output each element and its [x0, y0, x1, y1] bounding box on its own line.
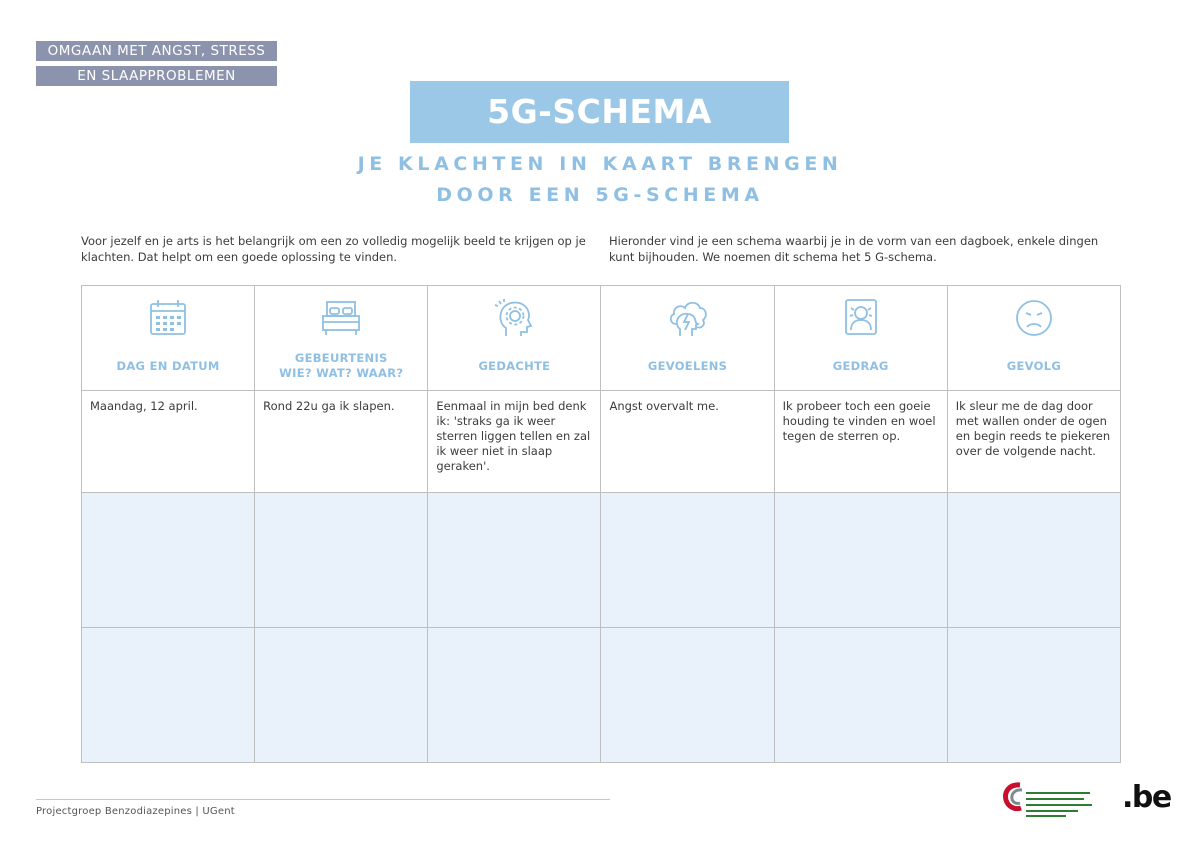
column-header-dag-en-datum: [82, 286, 255, 391]
example-cell-gevolg: Ik sleur me de dag door met wallen onder de ogen en begin reeds te piekeren over de volgende nacht.: [947, 391, 1120, 493]
footer-credit: Projectgroep Benzodiazepines | UGent: [36, 806, 235, 817]
column-label: GEDACHTE: [478, 358, 551, 373]
empty-row-1: [82, 493, 1121, 628]
cloud-lightning-icon: [666, 296, 710, 340]
column-label: GEVOELENS: [647, 358, 728, 373]
head-gear-icon: [492, 296, 536, 340]
page-title: 5G-SCHEMA: [410, 81, 789, 143]
subtitle-line2: DOOR EEN 5G-SCHEMA: [436, 184, 764, 206]
empty-cell[interactable]: [428, 493, 601, 628]
be-logo: .be: [1122, 780, 1171, 815]
example-cell-gebeurtenis: Rond 22u ga ik slapen.: [255, 391, 428, 493]
intro-right-text: Hieronder vind je een schema waarbij je in de vorm van een dagboek, enkele dingen kunt bijhouden. We noemen dit schema het 5 G-schema.: [609, 234, 1099, 264]
column-header-gevolg: [947, 286, 1120, 391]
column-label: GEVOLG: [1006, 358, 1062, 373]
subtitle-line1: JE KLACHTEN IN KAART BRENGEN: [357, 153, 843, 175]
person-in-bed-icon: [839, 296, 883, 340]
5g-schema-table: [81, 285, 1121, 763]
example-cell-gedachte: Eenmaal in mijn bed denk ik: 'straks ga ik weer sterren liggen tellen en zal ik weer niet in slaap geraken'.: [428, 391, 601, 493]
category-tag-line1: OMGAAN MET ANGST, STRESS: [36, 41, 277, 61]
fod-logo: [1000, 779, 1100, 821]
column-header-gevoelens: [601, 286, 774, 391]
column-header-gedrag: [774, 286, 947, 391]
empty-cell[interactable]: [601, 493, 774, 628]
calendar-icon: [146, 296, 190, 340]
intro-left-text: Voor jezelf en je arts is het belangrijk om een zo volledig mogelijk beeld te krijgen op je klachten. Dat helpt om een goede oplossing te vinden.: [81, 234, 586, 264]
empty-cell[interactable]: [601, 628, 774, 763]
example-cell-gevoelens: Angst overvalt me.: [601, 391, 774, 493]
category-tag-line2: EN SLAAPPROBLEMEN: [36, 66, 277, 86]
empty-row-2: [82, 628, 1121, 763]
footer-divider: [36, 799, 610, 800]
empty-cell[interactable]: [82, 493, 255, 628]
empty-cell[interactable]: [774, 628, 947, 763]
empty-cell[interactable]: [947, 493, 1120, 628]
bed-icon: [319, 296, 363, 340]
empty-cell[interactable]: [255, 628, 428, 763]
empty-cell[interactable]: [255, 493, 428, 628]
example-cell-dag: Maandag, 12 april.: [82, 391, 255, 493]
sad-face-icon: [1012, 296, 1056, 340]
column-label: GEBEURTENIS WIE? WAT? WAAR?: [279, 351, 404, 380]
column-label: DAG EN DATUM: [116, 358, 220, 373]
column-header-gebeurtenis: [255, 286, 428, 391]
empty-cell[interactable]: [947, 628, 1120, 763]
column-label: GEDRAG: [832, 358, 889, 373]
column-header-gedachte: [428, 286, 601, 391]
example-row: [82, 391, 1121, 493]
example-cell-gedrag: Ik probeer toch een goeie houding te vinden en woel tegen de sterren op.: [774, 391, 947, 493]
empty-cell[interactable]: [82, 628, 255, 763]
table-header-row: [82, 286, 1121, 391]
empty-cell[interactable]: [774, 493, 947, 628]
empty-cell[interactable]: [428, 628, 601, 763]
